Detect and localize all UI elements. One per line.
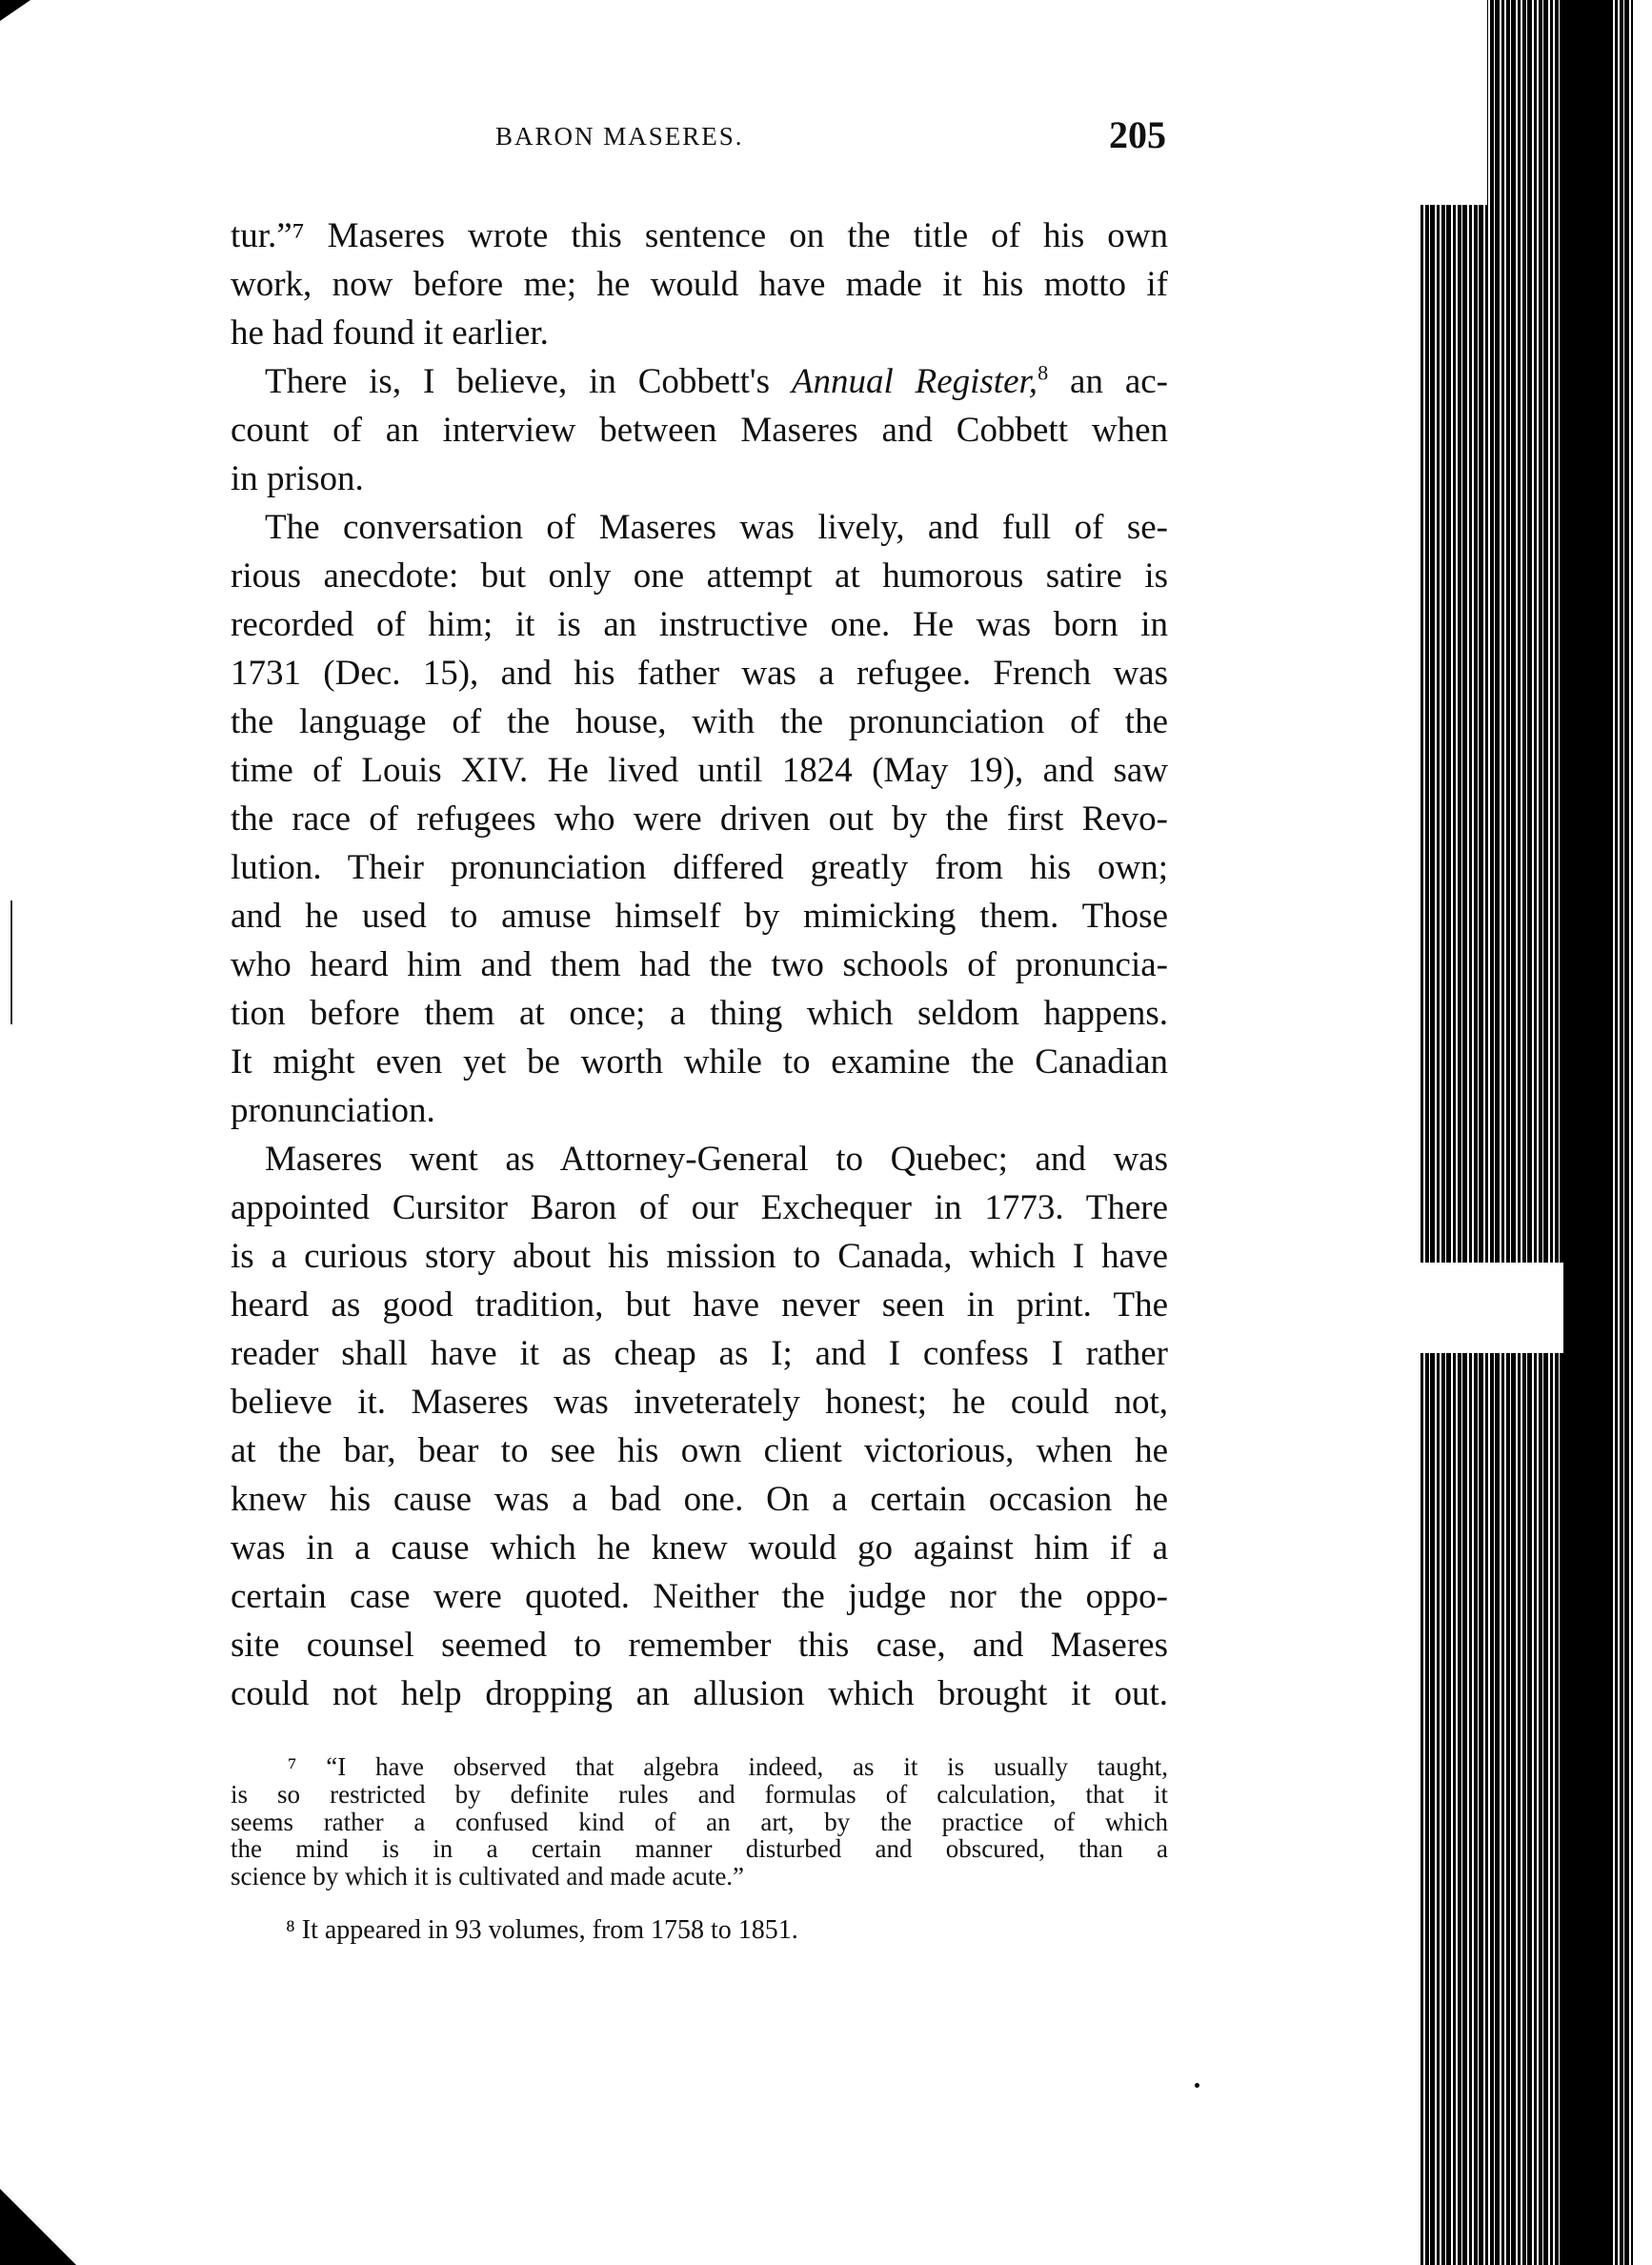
footnote-line: ⁷ “I have observed that algebra indeed, as it is usually taught, [288, 1752, 1168, 1781]
text-line: rious anecdote: but only one attempt at humorous satire is [231, 556, 1168, 596]
text-line: believe it. Maseres was inveterately honest; he could not, [231, 1383, 1168, 1422]
running-head: BARON MASERES. [495, 122, 744, 151]
page-edge-mark [10, 900, 12, 1024]
text-line: time of Louis XIV. He lived until 1824 (May 19), and saw [231, 751, 1168, 790]
text-line: The conversation of Maseres was lively, and full of se- [265, 508, 1168, 547]
text-line: tion before them at once; a thing which seldom happens. [231, 994, 1168, 1033]
footnote-line: seems rather a confused kind of an art, by the practice of which [231, 1807, 1168, 1836]
text-line: who heard him and them had the two schools of pronuncia- [231, 945, 1168, 984]
text-line: reader shall have it as cheap as I; and I confess I rather [231, 1334, 1168, 1373]
text-line: count of an interview between Maseres and Cobbett when [231, 411, 1168, 450]
text-line: Maseres went as Attorney-General to Quebec; and was [265, 1140, 1168, 1179]
text-line: lution. Their pronunciation differed greatly from his own; [231, 848, 1168, 887]
text-line: knew his cause was a bad one. On a certain occasion he [231, 1480, 1168, 1519]
binding-top-gap [1420, 0, 1487, 205]
footnote-line: is so restricted by definite rules and formulas of calculation, that it [231, 1779, 1168, 1809]
text-line: could not help dropping an allusion which brought it out. [231, 1674, 1168, 1713]
text-line: heard as good tradition, but have never seen in print. The [231, 1285, 1168, 1325]
page-number: 205 [1109, 113, 1166, 156]
footnote-ref: 8 [1038, 360, 1049, 385]
text-line: was in a cause which he knew would go against him if a [231, 1528, 1168, 1567]
text-line: he had found it earlier. [231, 313, 549, 353]
body-text [231, 212, 1168, 1718]
text-line: the language of the house, with the pronunciation of the [231, 702, 1168, 741]
text-line: work, now before me; he would have made it his motto if [231, 265, 1168, 304]
text-line: certain case were quoted. Neither the judge nor the oppo- [231, 1577, 1168, 1616]
text-line: It might even yet be worth while to examine the Canadian [231, 1042, 1168, 1082]
footnote-line: the mind is in a certain manner disturbed and obscured, than a [231, 1834, 1168, 1864]
binding-spine [1563, 0, 1611, 2265]
text-line: pronunciation. [231, 1091, 435, 1130]
italic-title: Annual Register, [791, 362, 1038, 401]
text-line: recorded of him; it is an instructive one. He was born in [231, 605, 1168, 644]
text-segment: There is, I believe, in Cobbett's [265, 362, 792, 401]
text-line: appointed Cursitor Baron of our Exchequer in 1773. There [231, 1188, 1168, 1227]
page-corner-shadow [0, 2189, 76, 2265]
footnote-8: ⁸ It appeared in 93 volumes, from 1758 to 1851. [286, 1915, 798, 1945]
book-binding-edge [1420, 0, 1652, 2265]
binding-margin [1633, 0, 1652, 2265]
text-line: the race of refugees who were driven out by the first Revo- [231, 799, 1168, 839]
text-line: in prison. [231, 459, 364, 498]
page-corner-mark [0, 0, 30, 21]
text-line: 1731 (Dec. 15), and his father was a refugee. French was [231, 654, 1168, 693]
text-segment: an ac- [1048, 362, 1168, 401]
text-line: tur.”⁷ Maseres wrote this sentence on the title of his own [231, 216, 1168, 255]
footnote-7 [231, 1753, 1168, 1891]
text-line: is a curious story about his mission to Canada, which I have [231, 1237, 1168, 1276]
footnote-line: science by which it is cultivated and made acute.” [231, 1862, 745, 1891]
text-line: at the bar, bear to see his own client victorious, when he [231, 1431, 1168, 1470]
text-line: site counsel seemed to remember this case, and Maseres [231, 1626, 1168, 1665]
speck [1195, 2083, 1199, 2088]
text-line-with-citation [231, 357, 1168, 406]
text-line: and he used to amuse himself by mimicking them. Those [231, 897, 1168, 936]
binding-gap [1420, 1263, 1563, 1353]
